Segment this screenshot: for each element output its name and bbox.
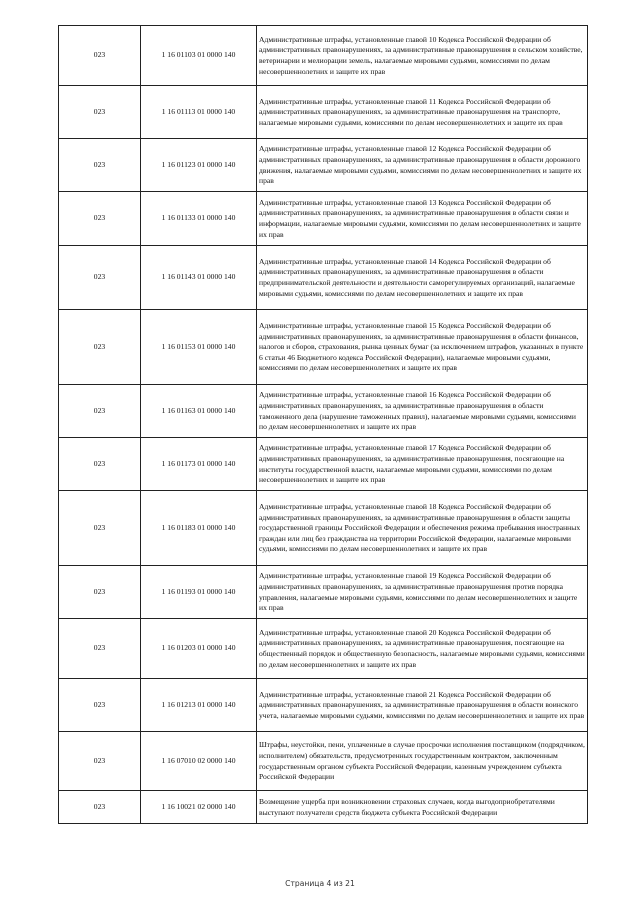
description-cell: Возмещение ущерба при возникновении страховых случаев, когда выгодоприобретателями выступают получатели средств бюджета субъекта Российской Федерации bbox=[257, 791, 588, 824]
description-cell: Административные штрафы, установленные главой 14 Кодекса Российской Федерации об административных правонарушениях, за административные правонарушения в области предпринимательской деятельности и деятельности саморегулируемых организаций, налагаемые мировыми судьями, комиссиями по делам несовершеннолетних и защите их прав bbox=[257, 246, 588, 310]
description-cell: Административные штрафы, установленные главой 13 Кодекса Российской Федерации об административных правонарушениях, за административные правонарушения в области связи и информации, налагаемые мировыми судьями, комиссиями по делам несовершеннолетних и защите их прав bbox=[257, 192, 588, 246]
description-cell: Административные штрафы, установленные главой 21 Кодекса Российской Федерации об административных правонарушениях, за административные правонарушения в области воинского учета, налагаемые мировыми судьями, комиссиями по делам несовершеннолетних и защите их прав bbox=[257, 679, 588, 732]
budget-code-cell: 1 16 01123 01 0000 140 bbox=[141, 139, 257, 192]
budget-code-cell: 1 16 01103 01 0000 140 bbox=[141, 26, 257, 86]
description-cell: Административные штрафы, установленные главой 16 Кодекса Российской Федерации об административных правонарушениях, за административные правонарушения в области таможенного дела (нарушение таможенных правил), налагаемые мировыми судьями, комиссиями по делам несовершеннолетних и защите их прав bbox=[257, 385, 588, 438]
budget-code-cell: 1 16 01183 01 0000 140 bbox=[141, 491, 257, 566]
admin-code-cell: 023 bbox=[59, 566, 141, 619]
table-row bbox=[59, 679, 588, 732]
table-row bbox=[59, 192, 588, 246]
description-cell: Административные штрафы, установленные главой 18 Кодекса Российской Федерации об административных правонарушениях, за административные правонарушения в области защиты государственной границы Российской Федерации и обеспечения режима пребывания иностранных граждан или лиц без гражданства на территории Российской Федерации, налагаемые мировыми судьями, комиссиями по делам несовершеннолетних и защите их прав bbox=[257, 491, 588, 566]
budget-code-cell: 1 16 01143 01 0000 140 bbox=[141, 246, 257, 310]
budget-code-cell: 1 16 01163 01 0000 140 bbox=[141, 385, 257, 438]
table-row bbox=[59, 566, 588, 619]
budget-code-cell: 1 16 10021 02 0000 140 bbox=[141, 791, 257, 824]
admin-code-cell: 023 bbox=[59, 310, 141, 385]
budget-code-cell: 1 16 01113 01 0000 140 bbox=[141, 86, 257, 139]
table-row bbox=[59, 310, 588, 385]
budget-code-cell: 1 16 01213 01 0000 140 bbox=[141, 679, 257, 732]
budget-code-cell: 1 16 01173 01 0000 140 bbox=[141, 438, 257, 491]
admin-code-cell: 023 bbox=[59, 679, 141, 732]
admin-code-cell: 023 bbox=[59, 192, 141, 246]
admin-code-cell: 023 bbox=[59, 246, 141, 310]
description-cell: Административные штрафы, установленные главой 12 Кодекса Российской Федерации об административных правонарушениях, за административные правонарушения в области дорожного движения, налагаемые мировыми судьями, комиссиями по делам несовершеннолетних и защите их прав bbox=[257, 139, 588, 192]
admin-code-cell: 023 bbox=[59, 26, 141, 86]
admin-code-cell: 023 bbox=[59, 791, 141, 824]
table-row bbox=[59, 791, 588, 824]
description-cell: Штрафы, неустойки, пени, уплаченные в случае просрочки исполнения поставщиком (подрядчиком, исполнителем) обязательств, предусмотренных государственным контрактом, заключенным государственным органом субъекта Российской Федерации, казенным учреждением субъекта Российской Федерации bbox=[257, 732, 588, 791]
admin-code-cell: 023 bbox=[59, 438, 141, 491]
table-row bbox=[59, 491, 588, 566]
table-row bbox=[59, 385, 588, 438]
budget-code-cell: 1 16 01203 01 0000 140 bbox=[141, 619, 257, 679]
admin-code-cell: 023 bbox=[59, 139, 141, 192]
description-cell: Административные штрафы, установленные главой 11 Кодекса Российской Федерации об административных правонарушениях, за административные правонарушения на транспорте, налагаемые мировыми судьями, комиссиями по делам несовершеннолетних и защите их прав bbox=[257, 86, 588, 139]
table-row bbox=[59, 438, 588, 491]
description-cell: Административные штрафы, установленные главой 15 Кодекса Российской Федерации об административных правонарушениях, за административные правонарушения в области финансов, налогов и сборов, страхования, рынка ценных бумаг (за исключением штрафов, указанных в пункте 6 статьи 46 Бюджетного кодекса Российской Федерации), налагаемые мировыми судьями, комиссиями по делам несовершеннолетних и защите их прав bbox=[257, 310, 588, 385]
admin-code-cell: 023 bbox=[59, 491, 141, 566]
admin-code-cell: 023 bbox=[59, 385, 141, 438]
table-row bbox=[59, 86, 588, 139]
budget-code-cell: 1 16 01153 01 0000 140 bbox=[141, 310, 257, 385]
description-cell: Административные штрафы, установленные главой 17 Кодекса Российской Федерации об административных правонарушениях, за административные правонарушения, посягающие на институты государственной власти, налагаемые мировыми судьями, комиссиями по делам несовершеннолетних и защите их прав bbox=[257, 438, 588, 491]
budget-code-cell: 1 16 01133 01 0000 140 bbox=[141, 192, 257, 246]
budget-code-cell: 1 16 07010 02 0000 140 bbox=[141, 732, 257, 791]
description-cell: Административные штрафы, установленные главой 10 Кодекса Российской Федерации об административных правонарушениях, за административные правонарушения в сельском хозяйстве, ветеринарии и мелиорации земель, налагаемые мировыми судьями, комиссиями по делам несовершеннолетних и защите их прав bbox=[257, 26, 588, 86]
description-cell: Административные штрафы, установленные главой 20 Кодекса Российской Федерации об административных правонарушениях, за административные правонарушения, посягающие на общественный порядок и общественную безопасность, налагаемые мировыми судьями, комиссиями по делам несовершеннолетних и защите их прав bbox=[257, 619, 588, 679]
revenue-codes-table bbox=[58, 25, 588, 824]
table-row bbox=[59, 26, 588, 86]
page-number: Страница 4 из 21 bbox=[285, 879, 355, 888]
admin-code-cell: 023 bbox=[59, 86, 141, 139]
description-cell: Административные штрафы, установленные главой 19 Кодекса Российской Федерации об административных правонарушениях, за административные правонарушения против порядка управления, налагаемые мировыми судьями, комиссиями по делам несовершеннолетних и защите их прав bbox=[257, 566, 588, 619]
budget-code-cell: 1 16 01193 01 0000 140 bbox=[141, 566, 257, 619]
table-row bbox=[59, 619, 588, 679]
table-row bbox=[59, 732, 588, 791]
table-row bbox=[59, 246, 588, 310]
table-row bbox=[59, 139, 588, 192]
admin-code-cell: 023 bbox=[59, 619, 141, 679]
admin-code-cell: 023 bbox=[59, 732, 141, 791]
